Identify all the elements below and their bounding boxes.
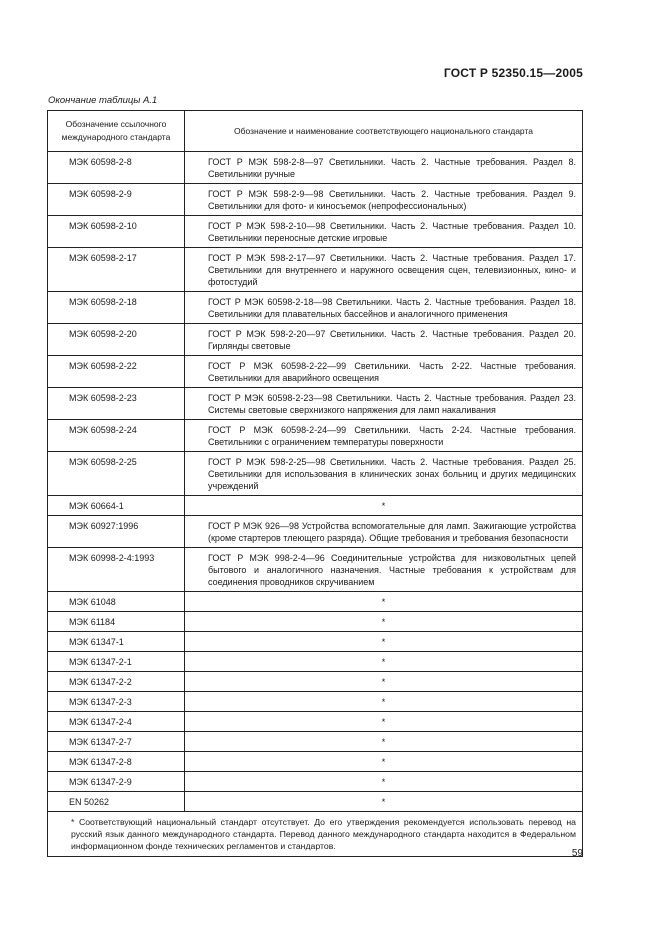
table-row bbox=[48, 452, 583, 496]
national-standard-absent-cell: * bbox=[185, 712, 583, 732]
table-row bbox=[48, 752, 583, 772]
national-standard-text: ГОСТ Р МЭК 598-2-9—98 Светильники. Часть 2. Частные требования. Раздел 9. Светильники для фото- и киносъемок (непрофессиональных) bbox=[208, 189, 576, 211]
table-row bbox=[48, 772, 583, 792]
international-standard-cell: МЭК 60598-2-17 bbox=[48, 248, 185, 292]
international-standard-cell: МЭК 61347-2-2 bbox=[48, 672, 185, 692]
national-standard-cell bbox=[185, 548, 583, 592]
table-row bbox=[48, 216, 583, 248]
international-standard-cell: МЭК 60927:1996 bbox=[48, 516, 185, 548]
table-row bbox=[48, 612, 583, 632]
international-standard-cell: МЭК 61347-2-4 bbox=[48, 712, 185, 732]
table-row bbox=[48, 632, 583, 652]
footnote-text: * Соответствующий национальный стандарт отсутствует. До его утверждения рекомендуется использовать перевод на русский язык данного международного стандарта. Перевод данного международного стандарта находится в Федеральном информационном фонде технических регламентов и стандартов. bbox=[71, 817, 576, 851]
table-row bbox=[48, 496, 583, 516]
international-standard-cell: МЭК 60598-2-10 bbox=[48, 216, 185, 248]
international-standard-cell: МЭК 60598-2-9 bbox=[48, 184, 185, 216]
table-row bbox=[48, 548, 583, 592]
national-standard-absent-cell: * bbox=[185, 632, 583, 652]
international-standard-cell: МЭК 61347-2-8 bbox=[48, 752, 185, 772]
table-row bbox=[48, 152, 583, 184]
national-standard-text: ГОСТ Р МЭК 60598-2-22—99 Светильники. Часть 2-22. Частные требования. Светильники для аварийного освещения bbox=[208, 361, 576, 383]
national-standard-cell bbox=[185, 420, 583, 452]
national-standard-absent-cell: * bbox=[185, 752, 583, 772]
national-standard-text: ГОСТ Р МЭК 598-2-17—97 Светильники. Часть 2. Частные требования. Раздел 17. Светильники для внутреннего и наружного освещения сцен, телевизионных, кино- и фотостудий bbox=[208, 253, 576, 287]
table-row bbox=[48, 672, 583, 692]
national-standard-text: ГОСТ Р МЭК 60598-2-24—99 Светильники. Часть 2-24. Частные требования. Светильники с ограничением температуры поверхности bbox=[208, 425, 576, 447]
table-caption: Окончание таблицы А.1 bbox=[48, 95, 158, 106]
international-standard-cell: МЭК 61347-2-1 bbox=[48, 652, 185, 672]
table-row bbox=[48, 420, 583, 452]
national-standard-absent-cell: * bbox=[185, 496, 583, 516]
international-standard-cell: МЭК 60598-2-20 bbox=[48, 324, 185, 356]
table-body bbox=[48, 152, 583, 812]
table-row bbox=[48, 516, 583, 548]
national-standard-cell bbox=[185, 248, 583, 292]
footnote-row bbox=[48, 812, 583, 857]
header-international-standard: Обозначение ссылочного международного стандарта bbox=[48, 111, 185, 152]
international-standard-cell: EN 50262 bbox=[48, 792, 185, 812]
page-number: 59 bbox=[571, 848, 583, 859]
national-standard-cell bbox=[185, 292, 583, 324]
national-standard-text: ГОСТ Р МЭК 998-2-4—96 Соединительные устройства для низковольтных цепей бытового и аналогичного назначения. Частные требования к устройствам для соединения проводников скручиванием bbox=[208, 553, 576, 587]
national-standard-absent-cell: * bbox=[185, 652, 583, 672]
national-standard-absent-cell: * bbox=[185, 732, 583, 752]
table-row bbox=[48, 184, 583, 216]
table-row bbox=[48, 592, 583, 612]
international-standard-cell: МЭК 60664-1 bbox=[48, 496, 185, 516]
international-standard-cell: МЭК 60598-2-25 bbox=[48, 452, 185, 496]
national-standard-cell bbox=[185, 324, 583, 356]
table-header-row bbox=[48, 111, 583, 152]
national-standard-absent-cell: * bbox=[185, 672, 583, 692]
international-standard-cell: МЭК 61048 bbox=[48, 592, 185, 612]
national-standard-cell bbox=[185, 216, 583, 248]
national-standard-text: ГОСТ Р МЭК 598-2-10—98 Светильники. Часть 2. Частные требования. Раздел 10. Светильники переносные детские игровые bbox=[208, 221, 576, 243]
national-standard-cell bbox=[185, 388, 583, 420]
standards-table bbox=[47, 110, 583, 857]
table-row bbox=[48, 712, 583, 732]
national-standard-text: ГОСТ Р МЭК 598-2-20—97 Светильники. Часть 2. Частные требования. Раздел 20. Гирлянды световые bbox=[208, 329, 576, 351]
national-standard-cell bbox=[185, 516, 583, 548]
international-standard-cell: МЭК 60598-2-23 bbox=[48, 388, 185, 420]
international-standard-cell: МЭК 61347-2-7 bbox=[48, 732, 185, 752]
table-row bbox=[48, 292, 583, 324]
national-standard-absent-cell: * bbox=[185, 612, 583, 632]
table-row bbox=[48, 324, 583, 356]
international-standard-cell: МЭК 61184 bbox=[48, 612, 185, 632]
national-standard-absent-cell: * bbox=[185, 772, 583, 792]
table-row bbox=[48, 732, 583, 752]
national-standard-absent-cell: * bbox=[185, 792, 583, 812]
table-row bbox=[48, 388, 583, 420]
international-standard-cell: МЭК 60598-2-24 bbox=[48, 420, 185, 452]
table-row bbox=[48, 356, 583, 388]
international-standard-cell: МЭК 60598-2-18 bbox=[48, 292, 185, 324]
table-row bbox=[48, 692, 583, 712]
national-standard-absent-cell: * bbox=[185, 592, 583, 612]
national-standard-cell bbox=[185, 184, 583, 216]
national-standard-absent-cell: * bbox=[185, 692, 583, 712]
national-standard-text: ГОСТ Р МЭК 598-2-8—97 Светильники. Часть 2. Частные требования. Раздел 8. Светильники ручные bbox=[208, 157, 576, 179]
header-national-standard: Обозначение и наименование соответствующего национального стандарта bbox=[185, 111, 583, 152]
international-standard-cell: МЭК 61347-1 bbox=[48, 632, 185, 652]
table-row bbox=[48, 652, 583, 672]
national-standard-text: ГОСТ Р МЭК 598-2-25—98 Светильники. Часть 2. Частные требования. Раздел 25. Светильники для использования в клинических зонах больниц и других медицинских учреждений bbox=[208, 457, 576, 491]
international-standard-cell: МЭК 60998-2-4:1993 bbox=[48, 548, 185, 592]
international-standard-cell: МЭК 61347-2-9 bbox=[48, 772, 185, 792]
national-standard-cell bbox=[185, 356, 583, 388]
national-standard-text: ГОСТ Р МЭК 926—98 Устройства вспомогательные для ламп. Зажигающие устройства (кроме стартеров тлеющего разряда). Общие требования и требования безопасности bbox=[208, 521, 576, 543]
document-code: ГОСТ Р 52350.15—2005 bbox=[443, 66, 583, 80]
international-standard-cell: МЭК 60598-2-22 bbox=[48, 356, 185, 388]
international-standard-cell: МЭК 61347-2-3 bbox=[48, 692, 185, 712]
table-row bbox=[48, 792, 583, 812]
national-standard-cell bbox=[185, 452, 583, 496]
table-footnote bbox=[48, 812, 583, 857]
national-standard-cell bbox=[185, 152, 583, 184]
table-row bbox=[48, 248, 583, 292]
national-standard-text: ГОСТ Р МЭК 60598-2-18—98 Светильники. Часть 2. Частные требования. Раздел 18. Светильники для плавательных бассейнов и аналогичного применения bbox=[208, 297, 576, 319]
national-standard-text: ГОСТ Р МЭК 60598-2-23—98 Светильники. Часть 2. Частные требования. Раздел 23. Системы световые сверхнизкого напряжения для ламп накаливания bbox=[208, 393, 576, 415]
international-standard-cell: МЭК 60598-2-8 bbox=[48, 152, 185, 184]
